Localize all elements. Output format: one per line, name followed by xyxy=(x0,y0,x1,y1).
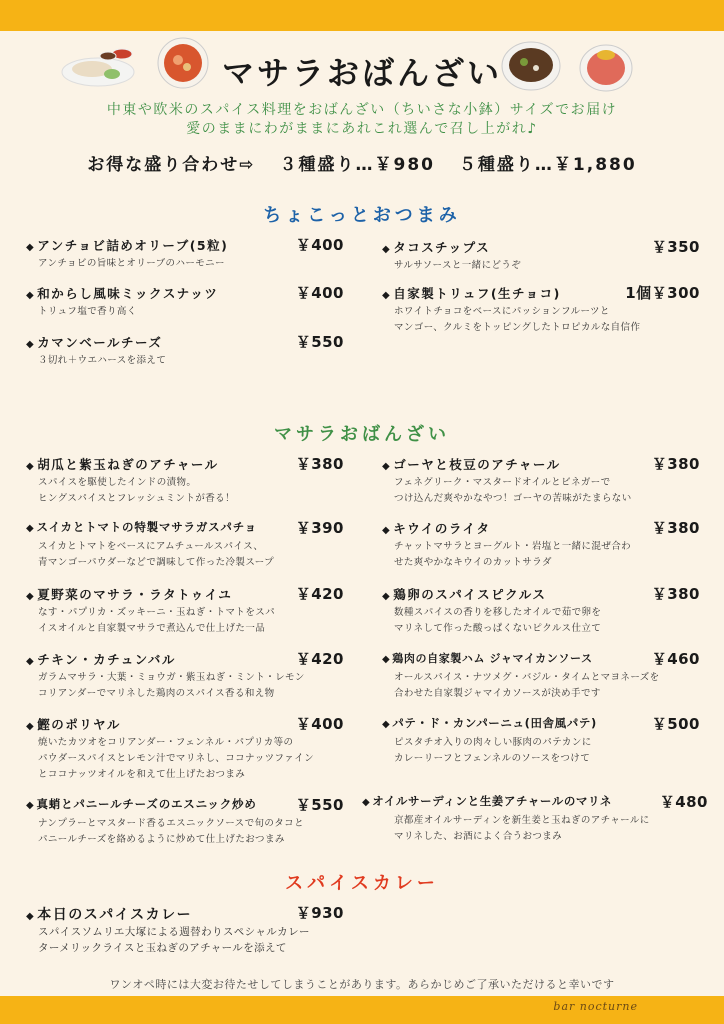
top-accent-bar xyxy=(0,0,724,31)
item-price: ￥500 xyxy=(651,715,700,733)
item-description: サルサソースと一緒にどうぞ xyxy=(394,260,522,271)
item-price: ￥550 xyxy=(295,333,344,351)
item-description: 数種スパイスの香りを移したオイルで茹で卵を マリネして作った酸っぱくないピクルス仕立て xyxy=(394,607,602,634)
item-name: ◆ タコスチップス xyxy=(382,238,490,256)
item-price: ￥400 xyxy=(295,236,344,254)
deal-option-3: ３種盛り…￥980 xyxy=(279,155,435,175)
menu-item xyxy=(26,650,344,702)
item-description: チャットマサラとヨーグルト・岩塩と一緒に混ぜ合わ せた爽やかなキウイのカットサラダ xyxy=(394,541,632,568)
item-description: スパイスを駆使したインドの漬物。 ヒングスパイスとフレッシュミントが香る！ xyxy=(38,477,235,504)
deal-label: お得な盛り合わせ⇨ xyxy=(87,155,256,175)
item-name: ◆ ゴーヤと枝豆のアチャール xyxy=(382,455,561,473)
menu-item xyxy=(362,793,708,845)
item-description: ガラムマサラ・大葉・ミョウガ・紫玉ねぎ・ミント・レモン コリアンダーでマリネした鶏肉のスパイス香る和え物 xyxy=(38,672,305,699)
item-price: ￥380 xyxy=(651,455,700,473)
menu-item xyxy=(26,236,344,272)
menu-item xyxy=(382,519,700,571)
item-price: ￥350 xyxy=(651,238,700,256)
footer-note: ワンオペ時には大変お待たせしてしまうことがあります。あらかじめご了承いただけると幸いです xyxy=(109,978,615,991)
item-name: ◆ カマンベールチーズ xyxy=(26,333,162,351)
subtitle-line-2: 愛のままにわがままにあれこれ選んで召し上がれ♪ xyxy=(186,121,538,137)
item-description: オールスパイス・ナツメグ・バジル・タイムとマヨネーズを 合わせた自家製ジャマイカソースが決め手です xyxy=(394,672,660,699)
item-name: ◆ 鶏肉の自家製ハム ジャマイカンソース xyxy=(382,650,593,666)
section-title-obanzai: マサラおばんざい xyxy=(274,424,450,445)
item-name: ◆ スイカとトマトの特製マサラガスパチョ xyxy=(26,519,257,535)
item-price: ￥480 xyxy=(659,793,708,811)
item-description: スイカとトマトをベースにアムチュールスパイス、 青マンゴーパウダーなどで調味して作った冷製スープ xyxy=(38,541,275,568)
item-name: ◆ 胡瓜と紫玉ねぎのアチャール xyxy=(26,455,219,473)
page-title: マサラおばんざい xyxy=(221,54,502,92)
item-description: トリュフ塩で香り高く xyxy=(38,306,137,317)
item-price: ￥460 xyxy=(651,650,700,668)
item-price: ￥930 xyxy=(295,904,344,922)
subtitle-line-1: 中東や欧米のスパイス料理をおばんざい（ちいさな小鉢）サイズでお届け xyxy=(106,102,618,118)
deal-option-5: ５種盛り…￥1,880 xyxy=(458,155,637,175)
item-description: フェネグリーク・マスタードオイルとビネガーで つけ込んだ爽やかなやつ！ゴーヤの苦味がたまらない xyxy=(394,477,632,504)
menu-item xyxy=(382,284,700,336)
menu-item xyxy=(382,650,700,702)
menu-item xyxy=(26,455,344,507)
item-description: 京都産オイルサーディンを新生姜と玉ねぎのアチャールに マリネした、お酒によく合うおつまみ xyxy=(394,815,650,842)
menu-item xyxy=(26,585,344,637)
item-name: ◆ キウイのライタ xyxy=(382,519,490,537)
item-name: ◆ 自家製トリュフ(生チョコ) xyxy=(382,284,561,302)
menu-item xyxy=(382,585,700,637)
item-name: ◆ 鰹のポリヤル xyxy=(26,715,121,733)
item-price: ￥390 xyxy=(295,519,344,537)
menu-item xyxy=(382,238,700,274)
item-description: ３切れ＋ウエハースを添えて xyxy=(38,355,167,366)
item-name: ◆ オイルサーディンと生姜アチャールのマリネ xyxy=(362,793,612,809)
item-description: アンチョビの旨味とオリーブのハーモニー xyxy=(38,258,225,269)
item-price: ￥420 xyxy=(295,585,344,603)
menu-item xyxy=(26,796,344,848)
item-price: ￥400 xyxy=(295,284,344,302)
item-name: ◆ チキン・カチュンバル xyxy=(26,650,176,668)
item-price: ￥380 xyxy=(651,519,700,537)
menu-item xyxy=(382,715,700,767)
item-price: ￥420 xyxy=(295,650,344,668)
item-description: ピスタチオ入りの肉々しい豚肉のパテカンに カレーリーフとフェンネルのソースをつけて xyxy=(394,737,592,764)
item-price: ￥550 xyxy=(295,796,344,814)
item-name: ◆ 本日のスパイスカレー xyxy=(26,904,192,924)
item-description: なす・パプリカ・ズッキーニ・玉ねぎ・トマトをスパ イスオイルと自家製マサラで煮込んで仕上げた一品 xyxy=(38,607,276,634)
menu-item xyxy=(26,904,344,956)
bar-signature: bar nocturne xyxy=(553,1000,638,1013)
item-name: ◆ 夏野菜のマサラ・ラタトゥイユ xyxy=(26,585,232,603)
item-price: ￥380 xyxy=(651,585,700,603)
item-name: ◆ アンチョビ詰めオリーブ(5粒) xyxy=(26,236,228,254)
menu-item xyxy=(26,333,344,369)
item-description: ホワイトチョコをベースにパッションフルーツと マンゴー、クルミをトッピングしたトロピカルな自信作 xyxy=(394,306,641,333)
item-price: ￥380 xyxy=(295,455,344,473)
item-name: ◆ パテ・ド・カンパーニュ(田舎風パテ) xyxy=(382,715,597,731)
menu-item xyxy=(382,455,700,507)
item-price: 1個￥300 xyxy=(625,284,700,302)
menu-item xyxy=(26,715,344,783)
menu-item xyxy=(26,284,344,320)
item-description: スパイスソムリエ大塚による週替わりスペシャルカレー ターメリックライスと玉ねぎのアチャールを添えて xyxy=(38,926,310,954)
item-name: ◆ 鶏卵のスパイスピクルス xyxy=(382,585,546,603)
section-title-snacks: ちょこっとおつまみ xyxy=(263,205,461,226)
item-name: ◆ 和からし風味ミックスナッツ xyxy=(26,284,218,302)
item-description: ナンプラーとマスタード香るエスニックソースで旬のタコと パニールチーズを絡めるように炒めて仕上げたおつまみ xyxy=(38,818,304,845)
item-price: ￥400 xyxy=(295,715,344,733)
item-description: 焼いたカツオをコリアンダー・フェンネル・パプリカ等の パウダースパイスとレモン汁でマリネし、ココナッツファイン とココナッツオイルを和えて仕上げたおつまみ xyxy=(38,737,314,780)
menu-item xyxy=(26,519,344,571)
platter-deal xyxy=(0,150,724,175)
item-name: ◆ 真蛸とパニールチーズのエスニック炒め xyxy=(26,796,257,812)
section-title-curry: スパイスカレー xyxy=(285,873,439,894)
